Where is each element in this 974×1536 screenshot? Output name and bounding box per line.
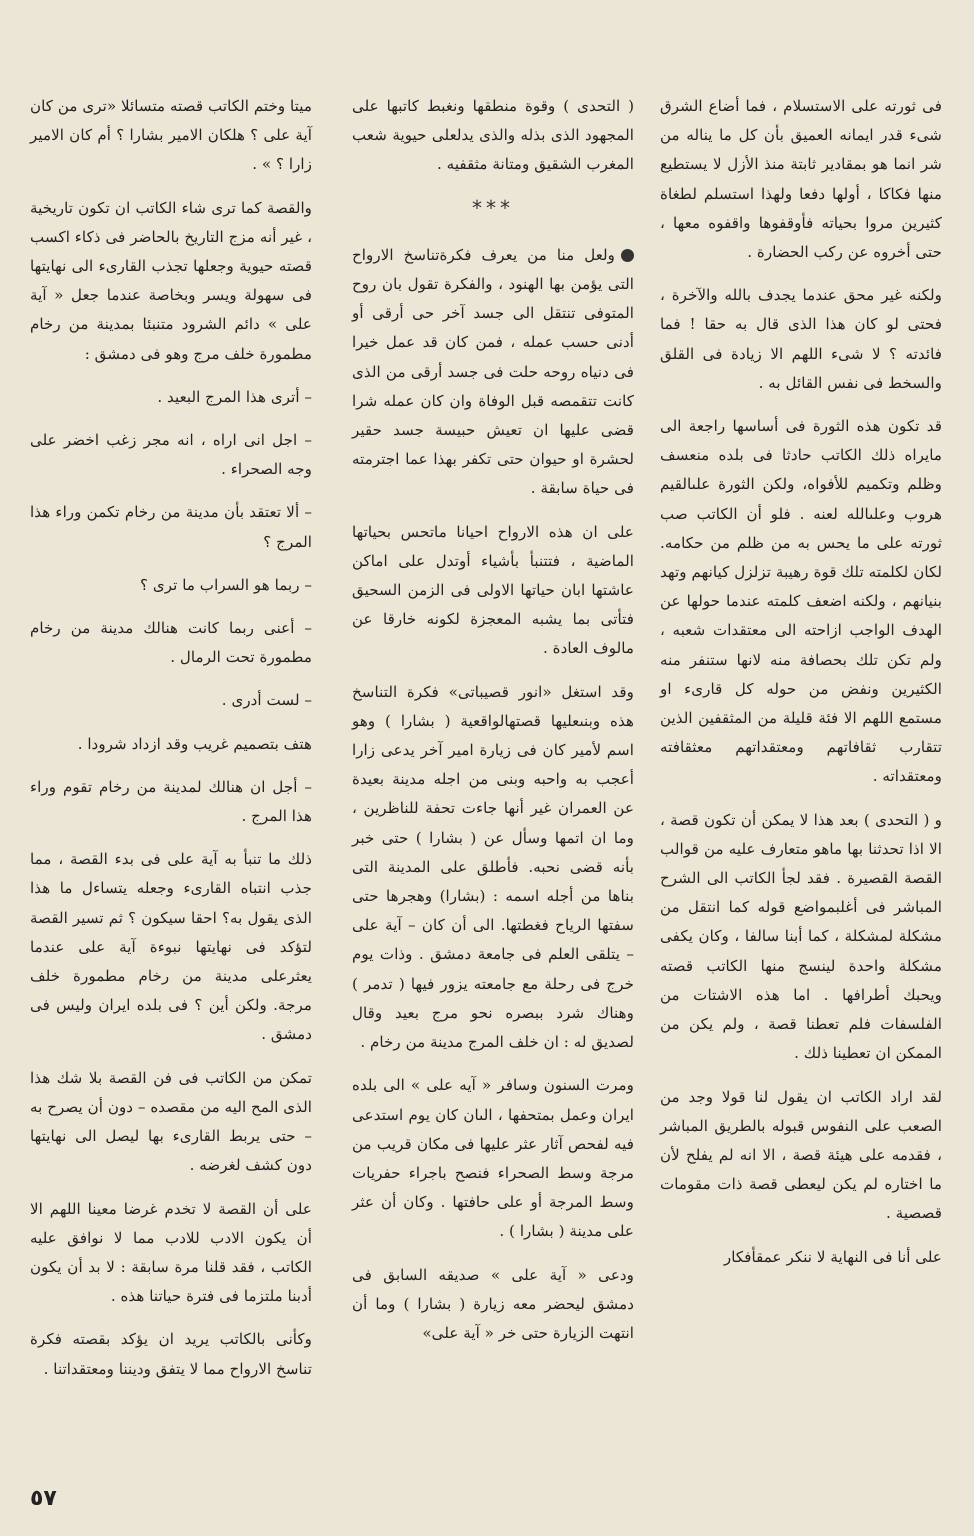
paragraph: ولكنه غير محق عندما يجدف بالله والآخرة ، فحتى لو كان هذا الذى قال به حقا ! فما فائدته ؟ لا شىء اللهم الا زيادة فى القلق والسخط فى نفس القائل به . (660, 286, 942, 392)
paragraph: وكأنى بالكاتب يريد ان يؤكد بقصته فكرة تناسخ الارواح مما لا يتفق وديننا ومعتقداتنا . (30, 1330, 312, 1378)
dialogue-line: – لست أدرى . (221, 691, 312, 710)
paragraph: ( التحدى ) وقوة منطقها ونغبط كاتبها على المجهود الذى بذله والذى يدلعلى حيوية شعب المغرب الشقيق ومتانة مثقفيه . (352, 97, 634, 174)
bullet-dot-icon (621, 249, 634, 262)
paragraph: على ان هذه الارواح احيانا ماتحس بحياتها الماضية ، فتتنبأ بأشياء أوتدل على اماكن عاشتها ابان حياتها الاولى فى الزمن السحيق فتأتى بما يشبه المعجزة لكونه خارقا عن مالوف العادة . (352, 522, 634, 658)
dialogue-line: – ربما هو السراب ما ترى ؟ (140, 575, 312, 594)
page-number: ٥٧ (30, 1486, 57, 1511)
paragraph: قد تكون هذه الثورة فى أساسها راجعة الى مايراه ذلك الكاتب حادثا فى بلده منعسف وظلم وتكميم للأفواه، ولكن الثورة علىالقيم هروب وعلىالله لعنه . فلو أن الكاتب صب ثورته على ما يحس به من ظلم من حكامه. لكان لكلمته تلك قوة رهيبة تزلزل كيانهم وتهد بنيانهم ، ولكنه اضعف كلمته عندما حولها عن الهدف الواجب ازاحته الى معتقدات شعبه ، ولم تكن تلك بحصافة منه لانها ستنفر منه الكثيرين ونفض من حوله كل قارىء او مستمع اللهم الا فئة قليلة من المثقفين الذين تتقارب ثقافاتهم ومعتقداتهم معثقافته ومعتقداته . (660, 417, 942, 786)
section-separator: *** (472, 195, 514, 220)
paragraph: على أن القصة لا تخدم غرضا معينا اللهم الا أن يكون الادب للادب مما لا نوافق عليه الكاتب ، فقد قلنا مرة سابقة : لا بد أن يكون أدبنا ملتزما فى فترة حياتنا هذه . (30, 1199, 312, 1306)
dialogue-line: – أجل ان هنالك لمدينة من رخام تقوم وراء هذا المرج . (30, 777, 312, 826)
paragraph: ميتا وختم الكاتب قصته متسائلا «ترى من كان آية على ؟ هلكان الامير بشارا ؟ أم كان الامير زارا ؟ » . (30, 97, 312, 174)
column-middle (352, 92, 634, 1362)
dialogue-line: – اجل انى اراه ، انه مجر زغب اخضر على وجه الصحراء . (30, 431, 312, 479)
paragraph: ومرت السنون وسافر « آيه على » الى بلده ايران وعمل بمتحفها ، الىان كان يوم استدعى فيه لفحص آثار عثر عليها فى مكان قريب من مرجة وسط الصحراء فنصح باجراء حفريات وسط المرجة أو على حافتها . وكان أن عثر على مدينة ( بشارا ) . (352, 1076, 634, 1241)
dialogue-line: – أترى هذا المرج البعيد . (157, 387, 312, 406)
dialogue-line: – أعنى ربما كانت هنالك مدينة من رخام مطمورة تحت الرمال . (30, 619, 312, 667)
paragraph: والقصة كما ترى شاء الكاتب ان تكون تاريخية ، غير أنه مزج التاريخ بالحاضر فى ذكاء اكسب قصته حيوية وجعلها تجذب القارىء الى نهايتها فى سهولة ويسر وبخاصة عندما جعل « آية على » دائم الشرود متنبئا بمدينة من رخام مطمورة خلف مرج وهو فى دمشق : (30, 198, 312, 363)
paragraph: ولعل منا من يعرف فكرةتناسخ الارواح التى يؤمن بها الهنود ، والفكرة تقول بان روح المتوفى تنتقل الى جسد آخر حى أرقى أو أدنى حسب عمله ، فمن كان قد عمل خيرا فى دنياه روحه حلت فى جسد أرقى من الذى كانت تتقمصه قبل الوفاة وان كان عمله شرا قضى عليها ان تعيش حبيسة جسد حقير لحشرة او حيوان حتى تكفر بهذا عما اجترمته فى حياة سابقة . (352, 245, 634, 498)
paragraph: و ( التحدى ) بعد هذا لا يمكن أن تكون قصة ، الا اذا تحدثنا بها ماهو متعارف عليه من قوالب القصة القصيرة . فقد لجأ الكاتب الى الشرح المباشر فى أغلبمواضع قوله كما انتقل من مشكلة لمشكلة ، كما أبنا سالفا ، وكان يكفى مشكلة واحدة لينسج منها الكاتب قصته ويحبك أطرافها . اما هذه الاشتات من الفلسفات فلم تعطنا قصة ، ولم يكن من الممكن ان تعطينا ذلك . (660, 810, 942, 1063)
paragraph-with-bullet (352, 241, 634, 504)
dialogue-line: – ألا تعتقد بأن مدينة من رخام تكمن وراء هذا المرج ؟ (30, 503, 312, 551)
paragraph: فى ثورته على الاستسلام ، فما أضاع الشرق شىء قدر ايمانه العميق بأن كل ما يناله من شر انما هو بمقادير ثابتة منذ الأزل لا يستطيع منها فكاكا ، أولها دفعا ولهذا استسلم لطغاة كثيرين مروا بحياته فأوقفوها واقفوه معها ، حتى أخروه عن ركب الحضارة . (660, 97, 942, 262)
paragraph: وقد استغل «انور قصيباتى» فكرة التناسخ هذه وبنىعليها قصتهالواقعية ( بشارا ) وهو اسم لأمير كان فى زيارة امير آخر يدعى زارا أعجب به واحبه وبنى من اجله مدينة بعيدة عن العمران غير أنها جاءت تحفة للناظرين ، وما ان اتمها وسأل عن ( بشارا ) حتى خبر بأنه قضى نحبه. فأطلق على المدينة التى بناها من أجله اسمه : (بشارا) وهجرها حتى سفتها الرياح فغطتها. الى أن كان – آية على – يتلقى العلم فى جامعة دمشق . وذات يوم خرج فى رحلة مع جامعته يزور فيها ( تدمر ) وهناك شرد ببصره نحو مرج بعيد وقال لصديق له : ان خلف المرج مدينة من رخام . (352, 682, 634, 1052)
paragraph: ذلك ما تنبأ به آية على فى بدء القصة ، مما جذب انتباه القارىء وجعله يتساءل ما هذا الذى يقول به؟ احقا سيكون ؟ ثم تسير القصة لتؤكد فى نهايتها نبوءة آية على عندما يعثرعلى مدينة من رخام مطمورة خلف مرجة. ولكن أين ؟ فى بلده ايران وليس فى دمشق . (30, 850, 312, 1044)
column-left (30, 92, 312, 1398)
column-right (660, 92, 942, 1286)
paragraph: تمكن من الكاتب فى فن القصة بلا شك هذا الذى المح اليه من مقصده – دون أن يصرح به – حتى يربط القارىء بها ليصل الى نهايتها دون كشف لغرضه . (30, 1068, 312, 1175)
paragraph: ودعى « آية على » صديقه السابق فى دمشق ليحضر معه زيارة ( بشارا ) وما أن انتهت الزيارة حتى خر « آية على» (352, 1265, 634, 1342)
paragraph: على أنا فى النهاية لا ننكر عمقأفكار (723, 1247, 942, 1266)
paragraph: هتف بتصميم غريب وقد ازداد شرودا . (77, 734, 312, 753)
paragraph: لقد اراد الكاتب ان يقول لنا قولا وجد من الصعب على النفوس قبوله بالطريق المباشر ، فقدمه على هيئة قصة ، الا انه لم يفلح لأن ما اختاره لم يكن ليعطى قصة ذات مقومات قصصية . (660, 1087, 942, 1223)
